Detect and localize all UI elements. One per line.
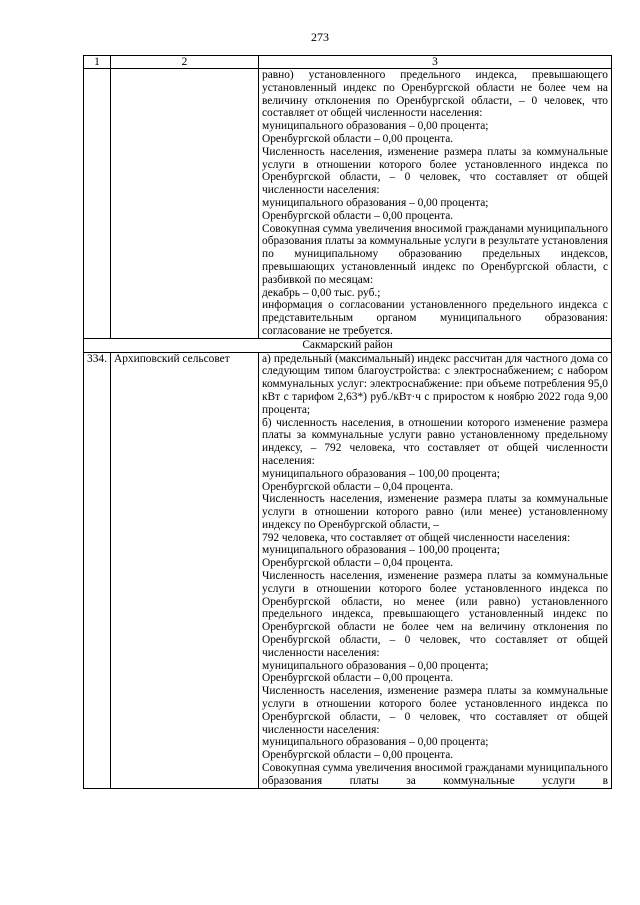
column-header-1: 1	[84, 56, 111, 69]
text-paragraph: информация о согласовании установленного предельного индекса с представительным органом муниципального образования: согласование не требуется.	[262, 299, 608, 337]
table-header-row	[84, 56, 612, 69]
text-paragraph: Оренбургской области – 0,00 процента.	[262, 132, 454, 145]
column-header-2: 2	[111, 56, 259, 69]
continued-number-cell	[84, 69, 111, 339]
text-paragraph: муниципального образования – 100,00 процента;	[262, 467, 500, 480]
text-paragraph: муниципального образования – 0,00 процента;	[262, 196, 489, 209]
text-paragraph: Оренбургской области – 0,04 процента.	[262, 557, 454, 570]
text-paragraph: Совокупная сумма увеличения вносимой гражданами муниципального образования платы за коммунальные услуги в	[262, 762, 608, 787]
text-paragraph: равно) установленного предельного индекса, превышающего установленный индекс по Оренбургской области не более чем на величину отклонения по Оренбургской области, – 0 человек, что составляет от общей численности населения:	[262, 69, 608, 120]
text-paragraph: б) численность населения, в отношении которого изменение размера платы за коммунальные услуги равно установленному предельному индексу, – 792 человека, что составляет от общей численности населения:	[262, 416, 608, 467]
text-paragraph: муниципального образования – 100,00 процента;	[262, 544, 500, 557]
column-header-3: 3	[259, 56, 612, 69]
text-paragraph: Оренбургской области – 0,00 процента.	[262, 749, 454, 762]
district-row	[84, 338, 612, 352]
municipality-row	[84, 352, 612, 788]
text-paragraph: муниципального образования – 0,00 процента;	[262, 736, 489, 749]
text-paragraph: Численность населения, изменение размера платы за коммунальные услуги в отношении которого более установленного индекса по Оренбургской области, – 0 человек, что составляет от общей численности населения:	[262, 145, 608, 197]
row-number: 334.	[84, 352, 111, 788]
municipality-name: Архиповский сельсовет	[111, 352, 259, 788]
text-paragraph: Оренбургской области – 0,00 процента.	[262, 672, 454, 685]
text-paragraph: Совокупная сумма увеличения вносимой гражданами муниципального образования платы за коммунальные услуги в результате установления по муниципальному образованию предельных индексов, превышающих установленный индекс по Оренбургской области, с разбивкой по месяцам:	[262, 222, 608, 286]
page-number: 273	[311, 30, 329, 44]
text-paragraph: Численность населения, изменение размера платы за коммунальные услуги в отношении которого равно (или менее) установленному индексу по Оренбургской области, –	[262, 493, 608, 531]
text-paragraph: муниципального образования – 0,00 процента;	[262, 120, 489, 133]
text-paragraph: Оренбургской области – 0,00 процента.	[262, 209, 454, 222]
text-paragraph: а) предельный (максимальный) индекс рассчитан для частного дома со следующим типом благоустройства: с электроснабжением; с набором коммунальных услуг: электроснабжение: при объеме потребления 95,0 кВт с тарифом 2,63*) руб./кВт·ч с приростом к ноябрю 2022 года 9,00 процента;	[262, 352, 608, 416]
text-paragraph: муниципального образования – 0,00 процента;	[262, 659, 489, 672]
continued-text-cell	[259, 69, 612, 339]
text-paragraph: Оренбургской области – 0,04 процента.	[262, 480, 454, 493]
municipality-text-cell	[259, 352, 612, 788]
index-table	[83, 55, 612, 789]
district-name: Сакмарский район	[84, 338, 612, 352]
continued-name-cell	[111, 69, 259, 339]
text-paragraph: 792 человека, что составляет от общей численности населения:	[262, 531, 571, 544]
text-paragraph: Численность населения, изменение размера платы за коммунальные услуги в отношении которого более установленного индекса по Оренбургской области, но менее (или равно) установленного предельного индекса, превышающего установленный индекс по Оренбургской области не более чем на величину отклонения по Оренбургской области, – 0 человек, что составляет от общей численности населения:	[262, 570, 608, 659]
text-paragraph: декабрь – 0,00 тыс. руб.;	[262, 286, 381, 299]
text-paragraph: Численность населения, изменение размера платы за коммунальные услуги в отношении которого более установленного индекса по Оренбургской области, – 0 человек, что составляет от общей численности населения:	[262, 685, 608, 736]
continued-row	[84, 69, 612, 339]
